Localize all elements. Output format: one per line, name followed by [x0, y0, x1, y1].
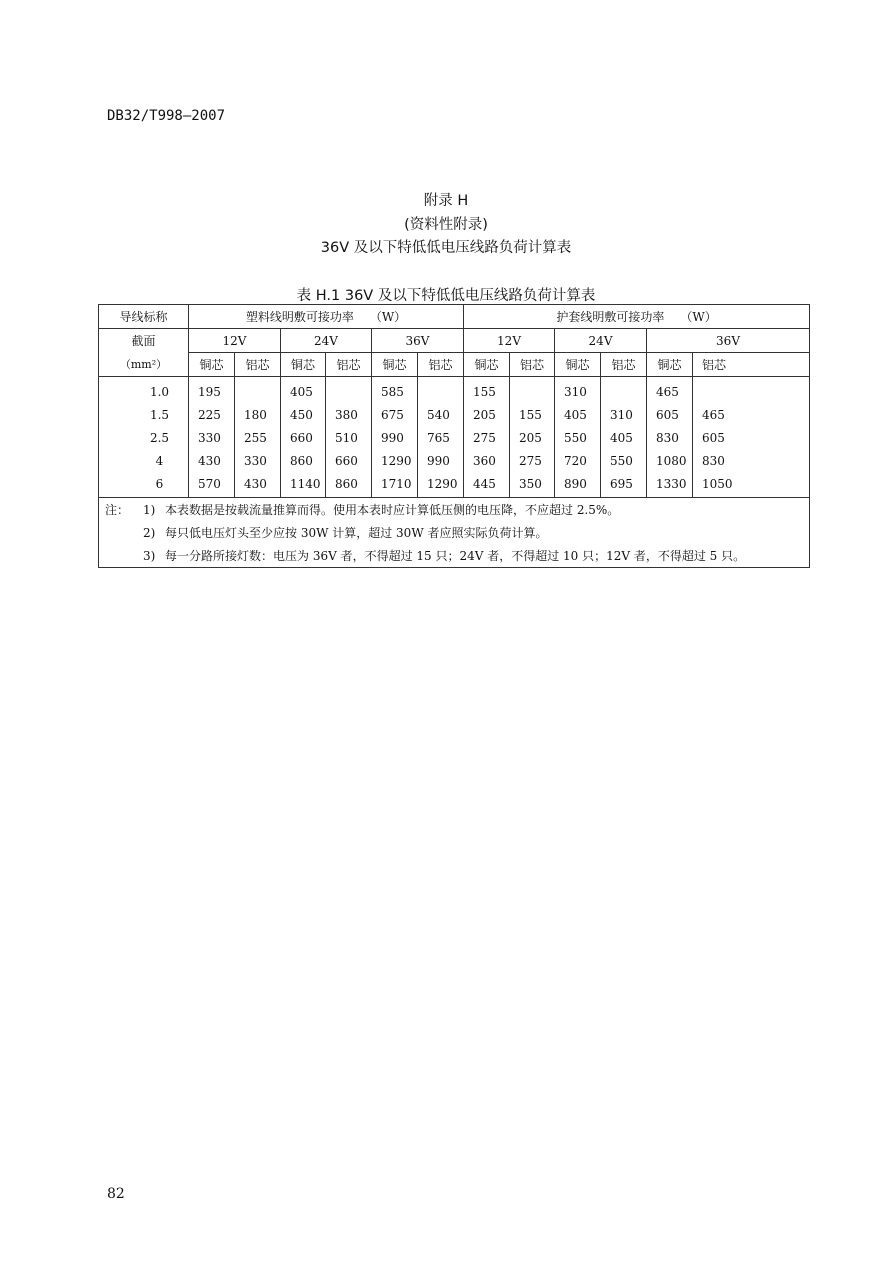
group-header-plastic: [189, 305, 464, 329]
value-cell: 1050: [693, 472, 810, 498]
note-number: 2): [143, 526, 156, 540]
group-unit: （W）: [369, 310, 407, 324]
value-cell: 310: [601, 403, 647, 426]
table-row: [99, 472, 810, 498]
value-cell: 445: [464, 472, 510, 498]
value-cell: 1290: [372, 449, 418, 472]
section-cell: 4: [99, 449, 189, 472]
note-row: [99, 498, 810, 522]
voltage-header: 36V: [647, 329, 810, 353]
note-label: 注：: [105, 503, 130, 517]
value-cell: 405: [281, 377, 326, 404]
header-row-groups: [99, 305, 810, 329]
note-cell: [99, 521, 810, 544]
value-cell: [510, 377, 555, 404]
value-cell: 720: [555, 449, 601, 472]
row-header-line3: （mm²）: [99, 353, 189, 377]
value-cell: 860: [326, 472, 372, 498]
material-header: 铝芯: [601, 353, 647, 377]
value-cell: [601, 377, 647, 404]
value-cell: 380: [326, 403, 372, 426]
table-row: [99, 403, 810, 426]
note-number: 3): [143, 549, 156, 563]
value-cell: 275: [510, 449, 555, 472]
material-header: 铝芯: [235, 353, 281, 377]
table-row: [99, 426, 810, 449]
value-cell: 1140: [281, 472, 326, 498]
note-text: 本表数据是按载流量推算而得。使用本表时应计算低压侧的电压降，不应超过 2.5%。: [165, 503, 620, 517]
note-number: 1): [143, 503, 156, 517]
value-cell: 155: [510, 403, 555, 426]
value-cell: 540: [418, 403, 464, 426]
voltage-header: 24V: [281, 329, 372, 353]
value-cell: 550: [601, 449, 647, 472]
value-cell: [693, 377, 810, 404]
note-cell: [99, 498, 810, 522]
section-cell: 1.5: [99, 403, 189, 426]
material-header: 铝芯: [418, 353, 464, 377]
note-text: 每只低电压灯头至少应按 30W 计算，超过 30W 者应照实际负荷计算。: [165, 526, 548, 540]
voltage-header: 12V: [464, 329, 555, 353]
value-cell: 360: [464, 449, 510, 472]
value-cell: 1290: [418, 472, 464, 498]
value-cell: 465: [693, 403, 810, 426]
value-cell: 405: [601, 426, 647, 449]
value-cell: 430: [189, 449, 235, 472]
material-header: 铝芯: [510, 353, 555, 377]
group-name: 护套线明敷可接功率: [556, 310, 665, 324]
note-cell: [99, 544, 810, 568]
value-cell: 570: [189, 472, 235, 498]
voltage-header: 24V: [555, 329, 647, 353]
table-caption: 表 H.1 36V 及以下特低低电压线路负荷计算表: [296, 288, 596, 304]
material-header: 铜芯: [647, 353, 693, 377]
value-cell: 860: [281, 449, 326, 472]
table-row: [99, 377, 810, 404]
group-name: 塑料线明敷可接功率: [245, 310, 354, 324]
appendix-title: 36V 及以下特低低电压线路负荷计算表: [320, 240, 572, 256]
standard-code: DB32/T998—2007: [107, 108, 226, 124]
value-cell: 350: [510, 472, 555, 498]
value-cell: 890: [555, 472, 601, 498]
value-cell: 450: [281, 403, 326, 426]
value-cell: 205: [464, 403, 510, 426]
appendix-type: (资料性附录): [404, 217, 488, 233]
material-header: 铝芯: [693, 353, 810, 377]
note-text: 每一分路所接灯数：电压为 36V 者，不得超过 15 只；24V 者，不得超过 10 只；12V 者，不得超过 5 只。: [165, 549, 746, 563]
material-header: 铜芯: [189, 353, 235, 377]
voltage-header: 12V: [189, 329, 281, 353]
note-row: [99, 544, 810, 568]
value-cell: [418, 377, 464, 404]
value-cell: 765: [418, 426, 464, 449]
value-cell: 990: [372, 426, 418, 449]
value-cell: 465: [647, 377, 693, 404]
page-number: 82: [107, 1186, 125, 1202]
group-unit: （W）: [680, 310, 717, 324]
material-header: 铜芯: [372, 353, 418, 377]
value-cell: 430: [235, 472, 281, 498]
value-cell: 510: [326, 426, 372, 449]
section-cell: 6: [99, 472, 189, 498]
value-cell: 675: [372, 403, 418, 426]
value-cell: 660: [281, 426, 326, 449]
value-cell: 605: [647, 403, 693, 426]
section-cell: 1.0: [99, 377, 189, 404]
row-header-line1: 导线标称: [99, 305, 189, 329]
value-cell: 550: [555, 426, 601, 449]
value-cell: 1330: [647, 472, 693, 498]
value-cell: 330: [235, 449, 281, 472]
appendix-label: 附录 H: [423, 193, 469, 209]
value-cell: 830: [693, 449, 810, 472]
header-row-materials: [99, 353, 810, 377]
value-cell: 660: [326, 449, 372, 472]
material-header: 铝芯: [326, 353, 372, 377]
load-table: [98, 304, 810, 568]
section-cell: 2.5: [99, 426, 189, 449]
value-cell: 205: [510, 426, 555, 449]
header-row-voltages: [99, 329, 810, 353]
material-header: 铜芯: [281, 353, 326, 377]
value-cell: [235, 377, 281, 404]
value-cell: 310: [555, 377, 601, 404]
table-row: [99, 449, 810, 472]
value-cell: 195: [189, 377, 235, 404]
material-header: 铜芯: [464, 353, 510, 377]
value-cell: 180: [235, 403, 281, 426]
value-cell: 225: [189, 403, 235, 426]
value-cell: 155: [464, 377, 510, 404]
value-cell: 695: [601, 472, 647, 498]
note-row: [99, 521, 810, 544]
value-cell: 1080: [647, 449, 693, 472]
value-cell: 990: [418, 449, 464, 472]
material-header: 铜芯: [555, 353, 601, 377]
value-cell: 255: [235, 426, 281, 449]
value-cell: 830: [647, 426, 693, 449]
group-header-sheathed: [464, 305, 810, 329]
value-cell: 330: [189, 426, 235, 449]
value-cell: 405: [555, 403, 601, 426]
value-cell: 585: [372, 377, 418, 404]
value-cell: 275: [464, 426, 510, 449]
value-cell: 1710: [372, 472, 418, 498]
value-cell: [326, 377, 372, 404]
voltage-header: 36V: [372, 329, 464, 353]
value-cell: 605: [693, 426, 810, 449]
row-header-line2: 截面: [99, 329, 189, 353]
